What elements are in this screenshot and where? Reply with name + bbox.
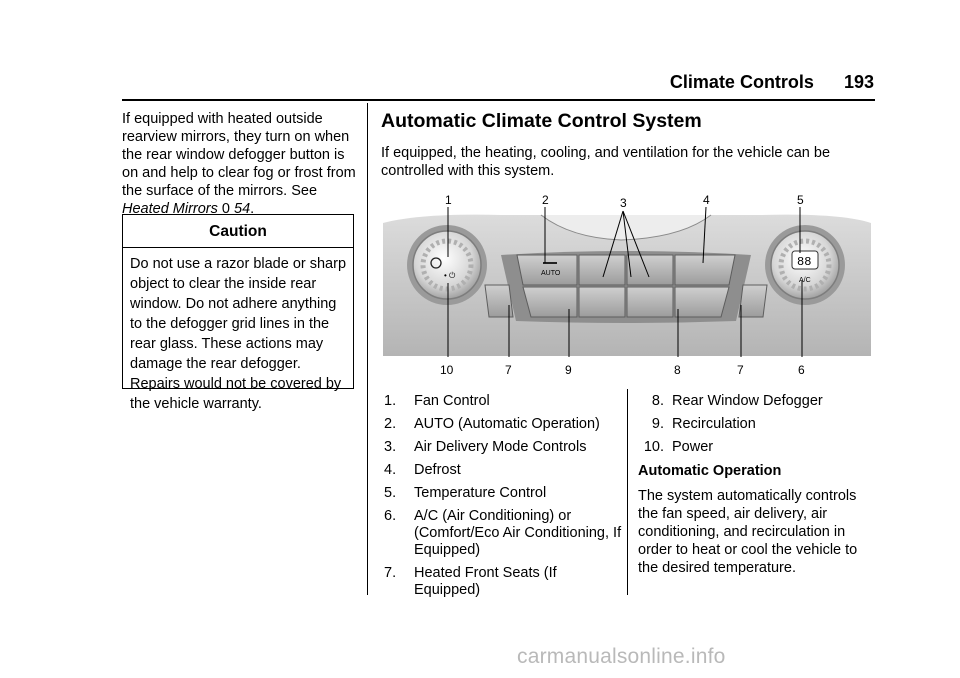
callout-1: 1 bbox=[445, 193, 452, 207]
list-item bbox=[640, 416, 880, 433]
item-text: Air Delivery Mode Controls bbox=[414, 439, 587, 455]
list-item bbox=[384, 565, 624, 599]
section-title: Automatic Climate Control System bbox=[381, 110, 702, 132]
item-number: 10. bbox=[643, 439, 664, 455]
section-intro: If equipped, the heating, cooling, and ventilation for the vehicle can be controlled with this system. bbox=[381, 145, 831, 179]
temperature-display: 88 bbox=[797, 255, 812, 269]
callout-9: 9 bbox=[565, 363, 572, 377]
mode-button-1[interactable] bbox=[579, 255, 625, 285]
fan-control-knob[interactable] bbox=[407, 225, 487, 305]
list-item bbox=[640, 439, 880, 456]
climate-panel-diagram bbox=[381, 193, 873, 378]
page-ref-number[interactable]: 54 bbox=[234, 201, 251, 217]
temperature-control-knob[interactable] bbox=[765, 225, 845, 305]
item-text: Heated Front Seats (If Equipped) bbox=[414, 565, 557, 598]
callout-2: 2 bbox=[542, 193, 549, 207]
legend-list-right bbox=[640, 393, 880, 462]
mode-button-3[interactable] bbox=[579, 287, 625, 317]
callout-7a: 7 bbox=[505, 363, 512, 377]
item-number: 2. bbox=[384, 416, 397, 432]
item-text: Defrost bbox=[414, 462, 461, 478]
item-number: 9. bbox=[651, 416, 664, 432]
caution-title: Caution bbox=[123, 215, 353, 248]
list-item bbox=[384, 416, 624, 433]
list-item bbox=[384, 485, 624, 502]
auto-label: AUTO bbox=[541, 270, 561, 277]
item-text: Temperature Control bbox=[414, 485, 547, 501]
item-text: A/C (Air Conditioning) or (Comfort/Eco Air Conditioning, If Equipped) bbox=[414, 508, 622, 558]
page-number: 193 bbox=[843, 72, 874, 92]
column-divider bbox=[367, 103, 368, 595]
heated-mirrors-link[interactable]: Heated Mirrors bbox=[122, 201, 218, 217]
item-number: 5. bbox=[384, 485, 397, 501]
item-number: 1. bbox=[384, 393, 397, 409]
callout-4: 4 bbox=[703, 193, 710, 207]
header-rule bbox=[122, 99, 875, 101]
item-text: Power bbox=[672, 439, 714, 455]
auto-button[interactable] bbox=[517, 255, 577, 285]
item-number: 3. bbox=[384, 439, 397, 455]
mode-button-2[interactable] bbox=[627, 255, 673, 285]
page-ref-icon: 0 bbox=[221, 201, 230, 217]
legend-divider bbox=[627, 389, 628, 595]
caution-text: Do not use a razor blade or sharp object to clear the inside rear window. Do not adhere anything to the defogger grid lines in the rear glass. These actions may damage the rear defogger. Repairs would not be covered by the vehicle warranty. bbox=[130, 256, 347, 412]
defrost-button[interactable] bbox=[675, 255, 735, 285]
list-item bbox=[640, 393, 880, 410]
item-number: 8. bbox=[651, 393, 664, 409]
section-name: Climate Controls bbox=[669, 72, 814, 92]
list-item bbox=[384, 508, 624, 559]
item-text: Rear Window Defogger bbox=[672, 393, 823, 409]
callout-3: 3 bbox=[620, 196, 627, 210]
item-text: AUTO (Automatic Operation) bbox=[414, 416, 600, 432]
callout-10: 10 bbox=[440, 363, 454, 377]
watermark: carmanualsonline.info bbox=[517, 645, 726, 668]
power-icon: • ⏻ bbox=[444, 271, 456, 280]
caution-box bbox=[122, 214, 354, 412]
rear-defog-button[interactable] bbox=[675, 287, 729, 317]
automatic-operation-heading: Automatic Operation bbox=[638, 463, 782, 479]
callout-7b: 7 bbox=[737, 363, 744, 377]
item-text: Fan Control bbox=[414, 393, 490, 409]
page-header bbox=[657, 72, 874, 93]
automatic-operation-text: The system automatically controls the fan speed, air delivery, air conditioning, and recirculation in order to heat or cool the vehicle to the desired temperature. bbox=[638, 488, 858, 576]
item-number: 6. bbox=[384, 508, 397, 524]
item-number: 7. bbox=[384, 565, 397, 581]
mirrors-paragraph: If equipped with heated outside rearview mirrors, they turn on when the rear window defogger button is on and help to clear fog or frost from the surface of the mirrors. See Heated Mirrors 0 54. bbox=[122, 111, 356, 217]
item-number: 4. bbox=[384, 462, 397, 478]
legend-list-left bbox=[384, 393, 624, 605]
callout-8: 8 bbox=[674, 363, 681, 377]
heated-seat-right-button[interactable] bbox=[739, 285, 767, 317]
callout-6: 6 bbox=[798, 363, 805, 377]
callout-5: 5 bbox=[797, 193, 804, 207]
list-item bbox=[384, 393, 624, 410]
list-item bbox=[384, 439, 624, 456]
mode-button-4[interactable] bbox=[627, 287, 673, 317]
list-item bbox=[384, 462, 624, 479]
ac-label: A/C bbox=[799, 277, 811, 284]
item-text: Recirculation bbox=[672, 416, 756, 432]
mirrors-text: If equipped with heated outside rearview mirrors, they turn on when the rear window defogger button is on and help to clear fog or frost from the surface of the mirrors. See bbox=[122, 111, 356, 199]
